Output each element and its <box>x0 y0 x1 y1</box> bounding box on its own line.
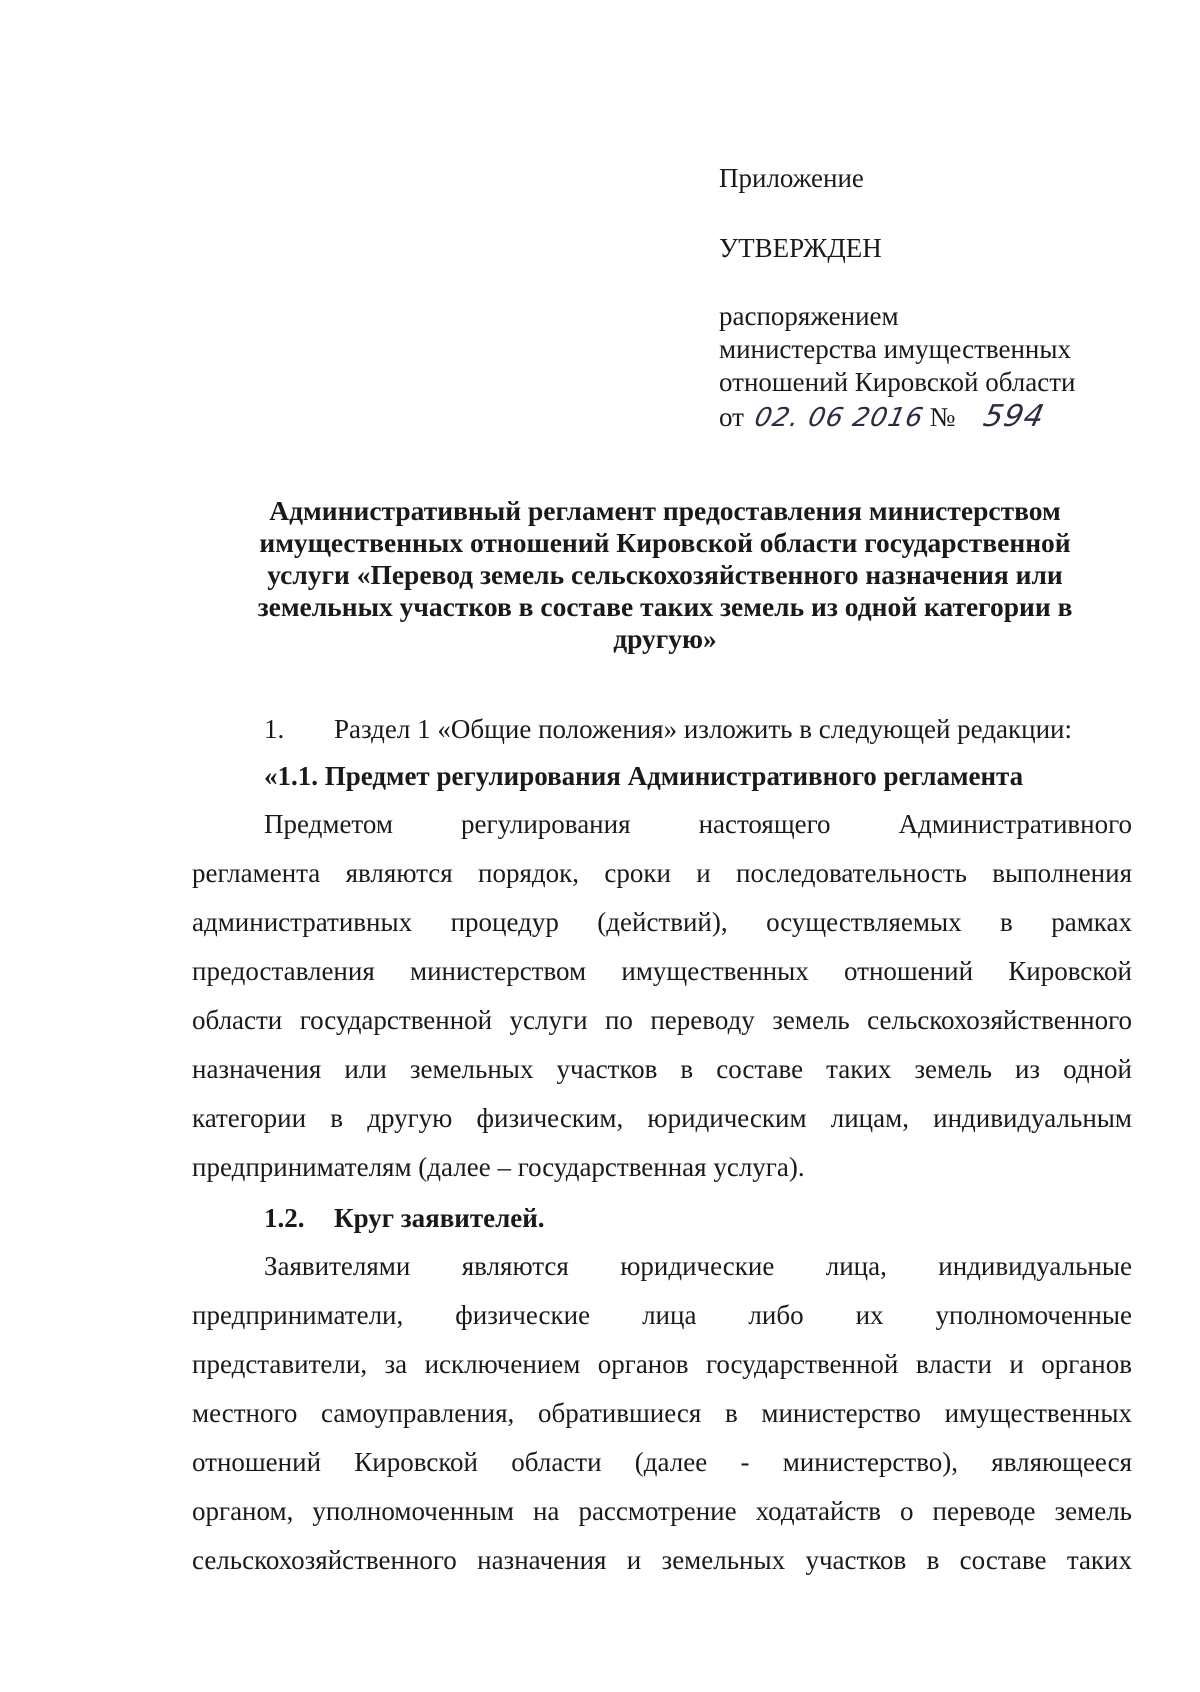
handwritten-date: 02. 06 2016 <box>751 403 927 433</box>
paragraph-line: отношений Кировской области (далее - министерство), являющееся <box>192 1447 1132 1477</box>
number-sign: № <box>929 402 956 432</box>
order-line: распоряжением <box>719 301 899 331</box>
subsection-number: 1.2. <box>264 1203 305 1233</box>
order-reference <box>719 300 1076 399</box>
order-line: отношений Кировской области <box>719 367 1076 397</box>
paragraph-line: представители, за исключением органов государственной власти и органов <box>192 1349 1132 1379</box>
order-date-line <box>719 399 1049 435</box>
document-title <box>215 495 1115 655</box>
order-line: министерства имущественных <box>719 334 1071 364</box>
paragraph-line: органом, уполномоченным на рассмотрение ходатайств о переводе земель <box>192 1496 1132 1526</box>
subsection-title: Круг заявителей. <box>334 1203 545 1233</box>
title-line: имущественных отношений Кировской области государственной <box>259 527 1071 558</box>
title-line: Административный регламент предоставления министерством <box>269 495 1061 526</box>
title-line: земельных участков в составе таких земель из одной категории в <box>257 591 1073 622</box>
section-number: 1. <box>264 714 285 744</box>
date-prefix: от <box>719 402 744 432</box>
title-line: услуги «Перевод земель сельскохозяйственного назначения или <box>267 559 1063 590</box>
paragraph-line: административных процедур (действий), осуществляемых в рамках <box>192 907 1132 937</box>
appendix-label: Приложение <box>719 163 864 193</box>
paragraph-line: предоставления министерством имущественных отношений Кировской <box>192 956 1132 986</box>
handwritten-number: 594 <box>980 399 1049 434</box>
paragraph-line: предпринимателям (далее – государственная услуга). <box>192 1152 805 1182</box>
subsection-1-1-heading: «1.1. Предмет регулирования Административного регламента <box>264 761 1024 791</box>
section-text: Раздел 1 «Общие положения» изложить в следующей редакции: <box>334 714 1072 744</box>
paragraph-line: регламента являются порядок, сроки и последовательность выполнения <box>192 858 1132 888</box>
approved-label: УТВЕРЖДЕН <box>719 233 882 263</box>
paragraph-line: категории в другую физическим, юридическим лицам, индивидуальным <box>192 1103 1132 1133</box>
paragraph-line: Предметом регулирования настоящего Административного <box>264 809 1132 839</box>
paragraph-line: Заявителями являются юридические лица, индивидуальные <box>264 1251 1132 1281</box>
title-line: другую» <box>613 623 717 654</box>
subsection-1-2-heading <box>264 1201 1200 1235</box>
paragraph-line: предприниматели, физические лица либо их уполномоченные <box>192 1300 1132 1330</box>
paragraph-line: назначения или земельных участков в составе таких земель из одной <box>192 1054 1132 1084</box>
paragraph-line: области государственной услуги по переводу земель сельскохозяйственного <box>192 1005 1132 1035</box>
paragraph-line: сельскохозяйственного назначения и земельных участков в составе таких <box>192 1545 1132 1575</box>
section-1-line <box>264 712 1200 746</box>
paragraph-line: местного самоуправления, обратившиеся в министерство имущественных <box>192 1398 1132 1428</box>
